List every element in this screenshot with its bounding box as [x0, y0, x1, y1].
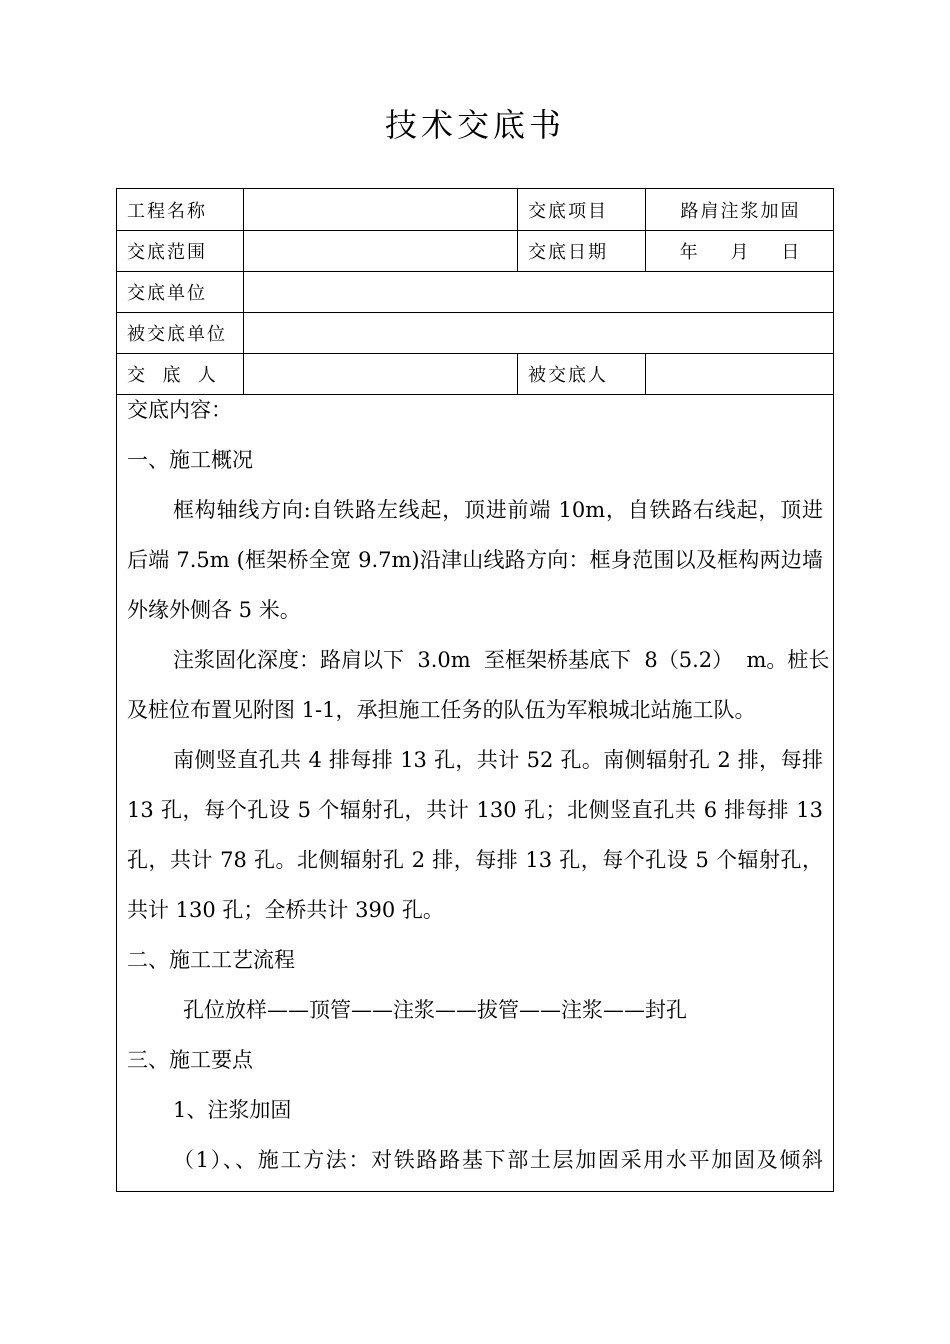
paragraph-3-line: 南侧竖直孔共 4 排每排 13 孔，共计 52 孔。南侧辐射孔 2 排，每排	[173, 748, 823, 772]
disclosure-form	[116, 188, 834, 1192]
recv-person-value[interactable]	[645, 354, 835, 394]
paragraph-3-line: 共计 130 孔；全桥共计 390 孔。	[127, 898, 444, 922]
recv-unit-value[interactable]	[243, 313, 835, 353]
form-row-recv-unit	[117, 313, 833, 354]
section-2-title: 二、施工工艺流程	[127, 948, 295, 972]
person-value[interactable]	[243, 354, 517, 394]
content-heading: 交底内容：	[127, 398, 232, 422]
project-name-value[interactable]	[243, 189, 517, 230]
process-flow: 孔位放样——顶管——注浆——拔管——注浆——封孔	[183, 998, 687, 1022]
document-title: 技术交底书	[384, 106, 565, 144]
paragraph-1-line: 框构轴线方向:自铁路左线起，顶进前端 10m，自铁路右线起，顶进	[173, 498, 823, 522]
date-label: 交底日期	[517, 231, 645, 271]
section-1-title: 一、施工概况	[127, 448, 253, 472]
recv-unit-label: 被交底单位	[127, 324, 227, 345]
paragraph-1-line: 后端 7.5m (框架桥全宽 9.7m)沿津山线路方向：框身范围以及框构两边墙	[127, 548, 823, 572]
item-label: 交底项目	[517, 189, 645, 230]
item-value[interactable]: 路肩注浆加固	[645, 189, 835, 230]
subsection-3-1: 1、注浆加固	[173, 1098, 292, 1122]
paragraph-2-line: 及桩位布置见附图 1-1，承担施工任务的队伍为军粮城北站施工队。	[127, 698, 756, 722]
project-name-label: 工程名称	[127, 200, 207, 222]
recv-person-label: 被交底人	[517, 354, 645, 394]
paragraph-2-line: 注浆固化深度：路肩以下 3.0m 至框架桥基底下 8（5.2） m。桩长	[173, 648, 830, 672]
paragraph-3-line: 13 孔，每个孔设 5 个辐射孔，共计 130 孔；北侧竖直孔共 6 排每排 13	[127, 798, 823, 822]
paragraph-3-line: 孔，共计 78 孔。北侧辐射孔 2 排，每排 13 孔，每个孔设 5 个辐射孔，	[127, 848, 823, 872]
scope-label: 交底范围	[127, 242, 207, 263]
paragraph-1-line: 外缘外侧各 5 米。	[127, 598, 301, 622]
person-label: 交 底 人	[127, 365, 218, 386]
form-row-unit	[117, 272, 833, 313]
form-row-scope	[117, 231, 833, 272]
date-value[interactable]: 年 月 日	[645, 231, 835, 271]
scope-value[interactable]	[243, 231, 517, 271]
section-3-title: 三、施工要点	[127, 1048, 253, 1072]
subsection-3-1-1: （1）、、施工方法：对铁路路基下部土层加固采用水平加固及倾斜	[173, 1148, 823, 1172]
form-row-person	[117, 354, 833, 395]
unit-label: 交底单位	[127, 283, 207, 304]
unit-value[interactable]	[243, 272, 835, 312]
form-row-project	[117, 189, 833, 231]
